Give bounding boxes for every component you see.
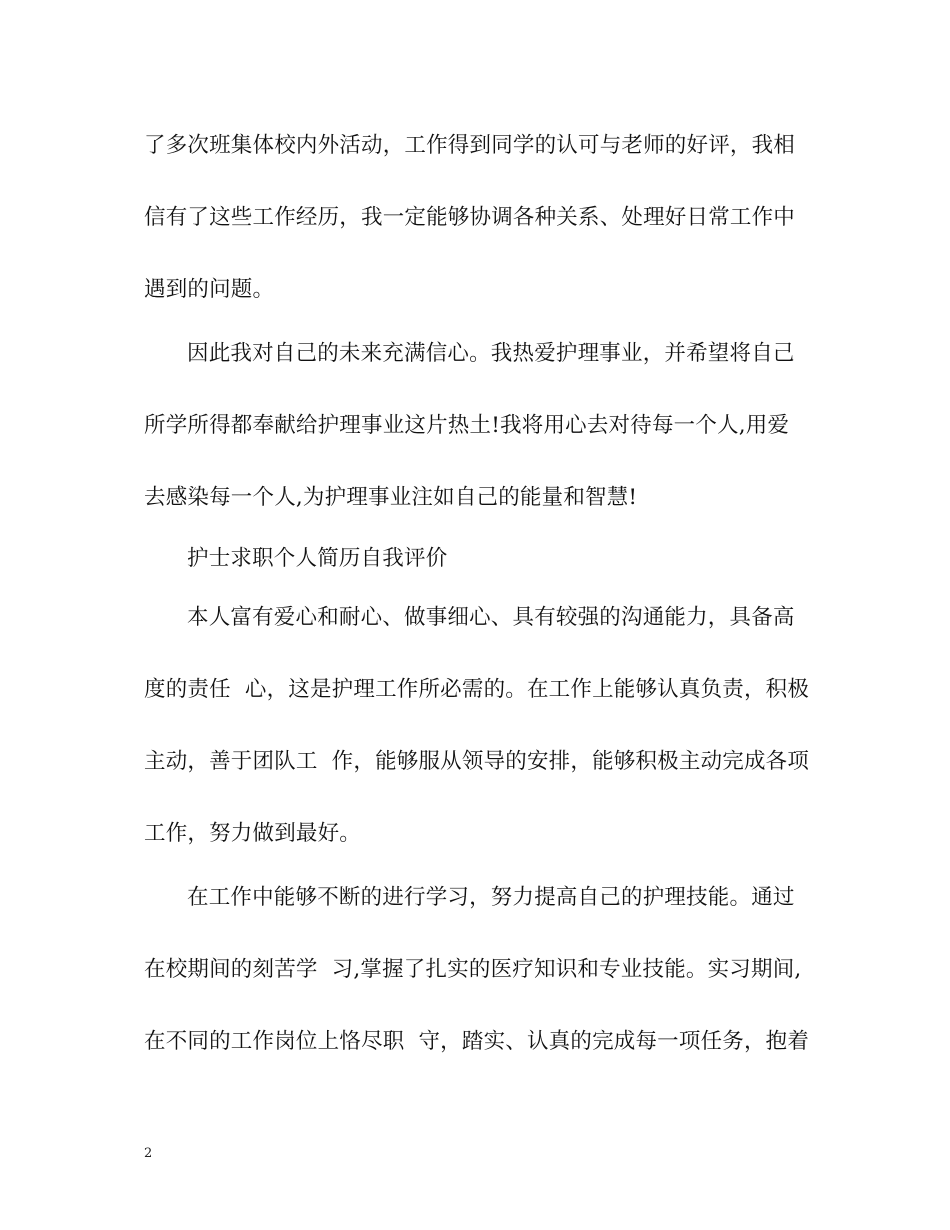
text-line-6: 去感染每一个人,为护理事业注如自己的能量和智慧! (144, 485, 638, 510)
text-line-1: 了多次班集体校内外活动，工作得到同学的认可与老师的好评，我相 (144, 133, 796, 158)
text-line-13: 在校期间的刻苦学 习,掌握了扎实的医疗知识和专业技能。实习期间, (144, 957, 802, 982)
text-line-12: 在工作中能够不断的进行学习，努力提高自己的护理技能。通过 (187, 885, 795, 910)
text-line-2: 信有了这些工作经历，我一定能够协调各种关系、处理好日常工作中 (144, 205, 796, 230)
text-line-3: 遇到的问题。 (144, 277, 275, 302)
text-line-8: 本人富有爱心和耐心、做事细心、具有较强的沟通能力，具备高 (187, 605, 795, 630)
text-line-10: 主动，善于团队工 作，能够服从领导的安排，能够积极主动完成各项 (144, 749, 810, 774)
text-line-5: 所学所得都奉献给护理事业这片热土!我将用心去对待每一个人,用爱 (144, 413, 790, 438)
text-line-11: 工作，努力做到最好。 (144, 821, 362, 846)
section-heading: 护士求职个人简历自我评价 (187, 546, 448, 571)
text-line-4: 因此我对自己的未来充满信心。我热爱护理事业，并希望将自己 (187, 341, 795, 366)
text-line-14: 在不同的工作岗位上恪尽职 守，踏实、认真的完成每一项任务，抱着 (144, 1029, 810, 1054)
text-line-9: 度的责任 心，这是护理工作所必需的。在工作上能够认真负责，积极 (144, 677, 810, 702)
page-number: 2 (144, 1146, 153, 1161)
